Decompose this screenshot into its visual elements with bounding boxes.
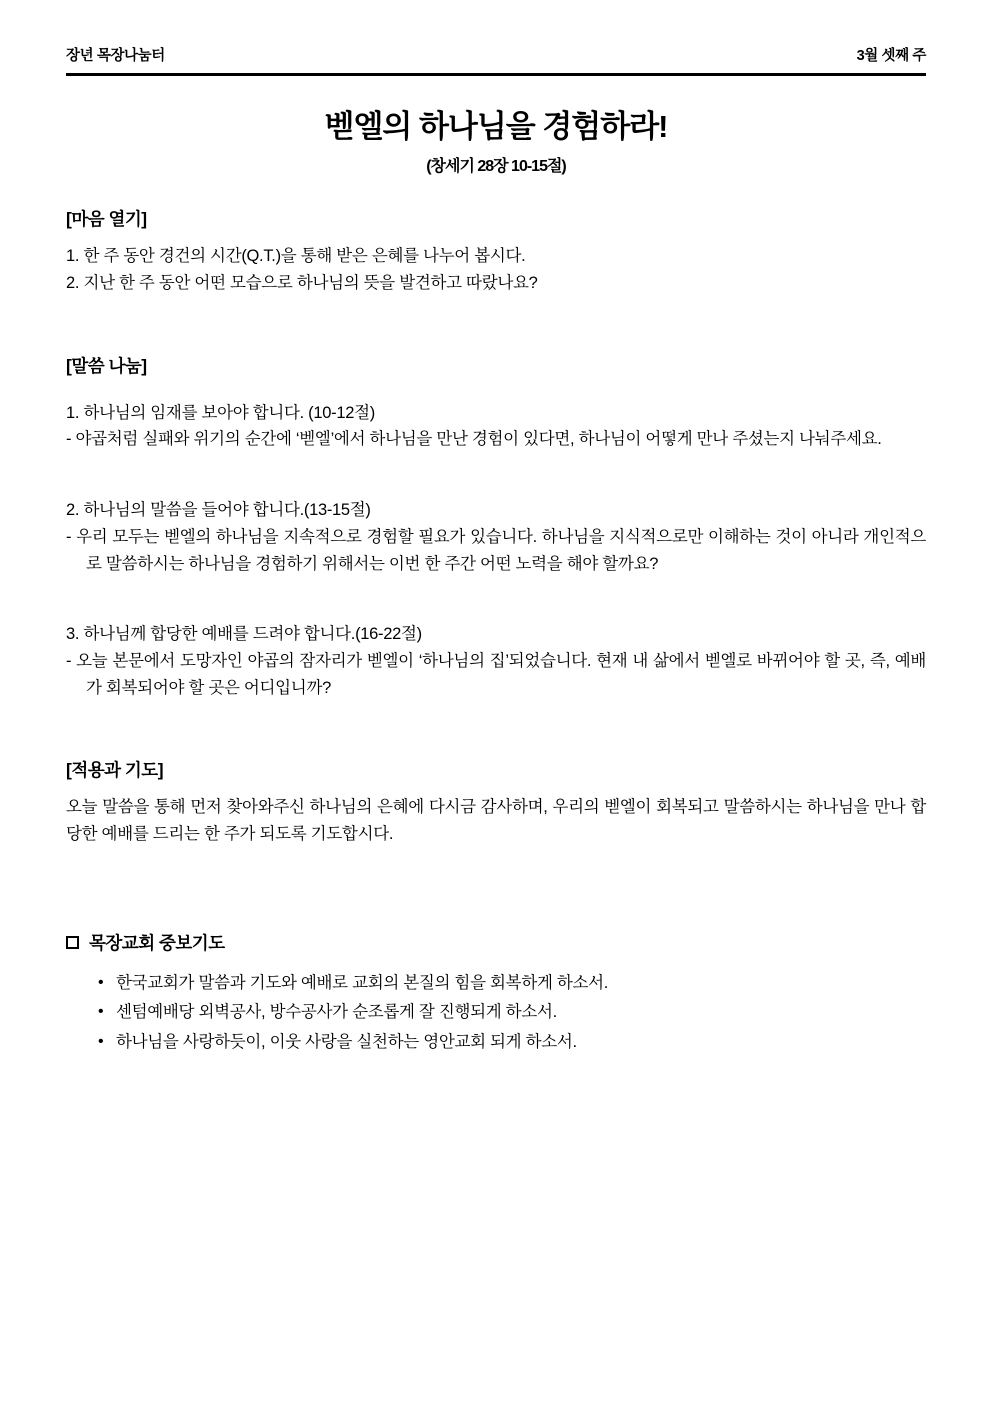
spacer bbox=[66, 577, 926, 621]
sharing-block-1 bbox=[66, 400, 926, 453]
list-item: 1. 한 주 동안 경건의 시간(Q.T.)을 통해 받은 은혜를 나누어 봅시다. bbox=[66, 247, 526, 266]
section-word-sharing bbox=[66, 353, 926, 702]
section-heading: [말씀 나눔] bbox=[66, 355, 147, 376]
spacer bbox=[66, 390, 926, 400]
page-header bbox=[66, 44, 926, 73]
section-heading: [적용과 기도] bbox=[66, 760, 164, 781]
section-intercession bbox=[66, 930, 926, 1057]
intercession-heading bbox=[66, 930, 926, 955]
empty-checkbox-icon bbox=[66, 936, 79, 949]
sharing-block-3 bbox=[66, 621, 926, 701]
header-left-label: 장년 목장나눔터 bbox=[66, 48, 165, 64]
list-item: • 센텀예배당 외벽공사, 방수공사가 순조롭게 잘 진행되게 하소서. bbox=[98, 998, 926, 1027]
spacer bbox=[66, 848, 926, 904]
page-title: 벧엘의 하나님을 경험하라! bbox=[324, 109, 668, 144]
intercession-list bbox=[66, 969, 926, 1057]
sharing-point: 3. 하나님께 합당한 예배를 드려야 합니다.(16-22절) bbox=[66, 625, 422, 644]
list-item: • 한국교회가 말씀과 기도와 예배로 교회의 본질의 힘을 회복하게 하소서. bbox=[98, 969, 926, 998]
spacer bbox=[66, 297, 926, 353]
application-body: 오늘 말씀을 통해 먼저 찾아와주신 하나님의 은혜에 다시금 감사하며, 우리의 벧엘이 회복되고 말씀하시는 하나님을 만나 합당한 예배를 드리는 한 주가 되도록 기도합시다. bbox=[66, 798, 926, 844]
list-item: 2. 지난 한 주 동안 어떤 모습으로 하나님의 뜻을 발견하고 따랐나요? bbox=[66, 273, 538, 292]
spacer bbox=[66, 904, 926, 930]
spacer bbox=[66, 701, 926, 757]
header-right-label: 3월 셋째 주 bbox=[856, 48, 926, 64]
list-item: • 하나님을 사랑하듯이, 이웃 사랑을 실천하는 영안교회 되게 하소서. bbox=[98, 1028, 926, 1057]
sharing-question: - 야곱처럼 실패와 위기의 순간에 ‘벧엘’에서 하나님을 만난 경험이 있다면, 하나님이 어떻게 만나 주셨는지 나눠주세요. bbox=[66, 430, 882, 449]
sharing-question: - 오늘 본문에서 도망자인 야곱의 잠자리가 벧엘이 ‘하나님의 집’되었습니다. 현재 내 삶에서 벧엘로 바뀌어야 할 곳, 즉, 예배가 회복되어야 할 곳은 어디입니까? bbox=[66, 651, 926, 697]
intercession-heading-label: 목장교회 중보기도 bbox=[89, 932, 225, 953]
header-divider bbox=[66, 73, 926, 76]
section-heading: [마음 열기] bbox=[66, 209, 147, 230]
sharing-block-2 bbox=[66, 497, 926, 577]
title-block bbox=[66, 108, 926, 176]
section-application-prayer bbox=[66, 757, 926, 847]
section-opening-heart bbox=[66, 206, 926, 296]
sharing-point: 2. 하나님의 말씀을 들어야 합니다.(13-15절) bbox=[66, 501, 371, 520]
spacer bbox=[66, 453, 926, 497]
sharing-question: - 우리 모두는 벧엘의 하나님을 지속적으로 경험할 필요가 있습니다. 하나님을 지식적으로만 이해하는 것이 아니라 개인적으로 말씀하시는 하나님을 경험하기 위해서는 이번 한 주간 어떤 노력을 해야 할까요? bbox=[66, 527, 926, 573]
sharing-point: 1. 하나님의 임재를 보아야 합니다. (10-12절) bbox=[66, 403, 375, 422]
scripture-reference: (창세기 28장 10-15절) bbox=[426, 158, 566, 176]
